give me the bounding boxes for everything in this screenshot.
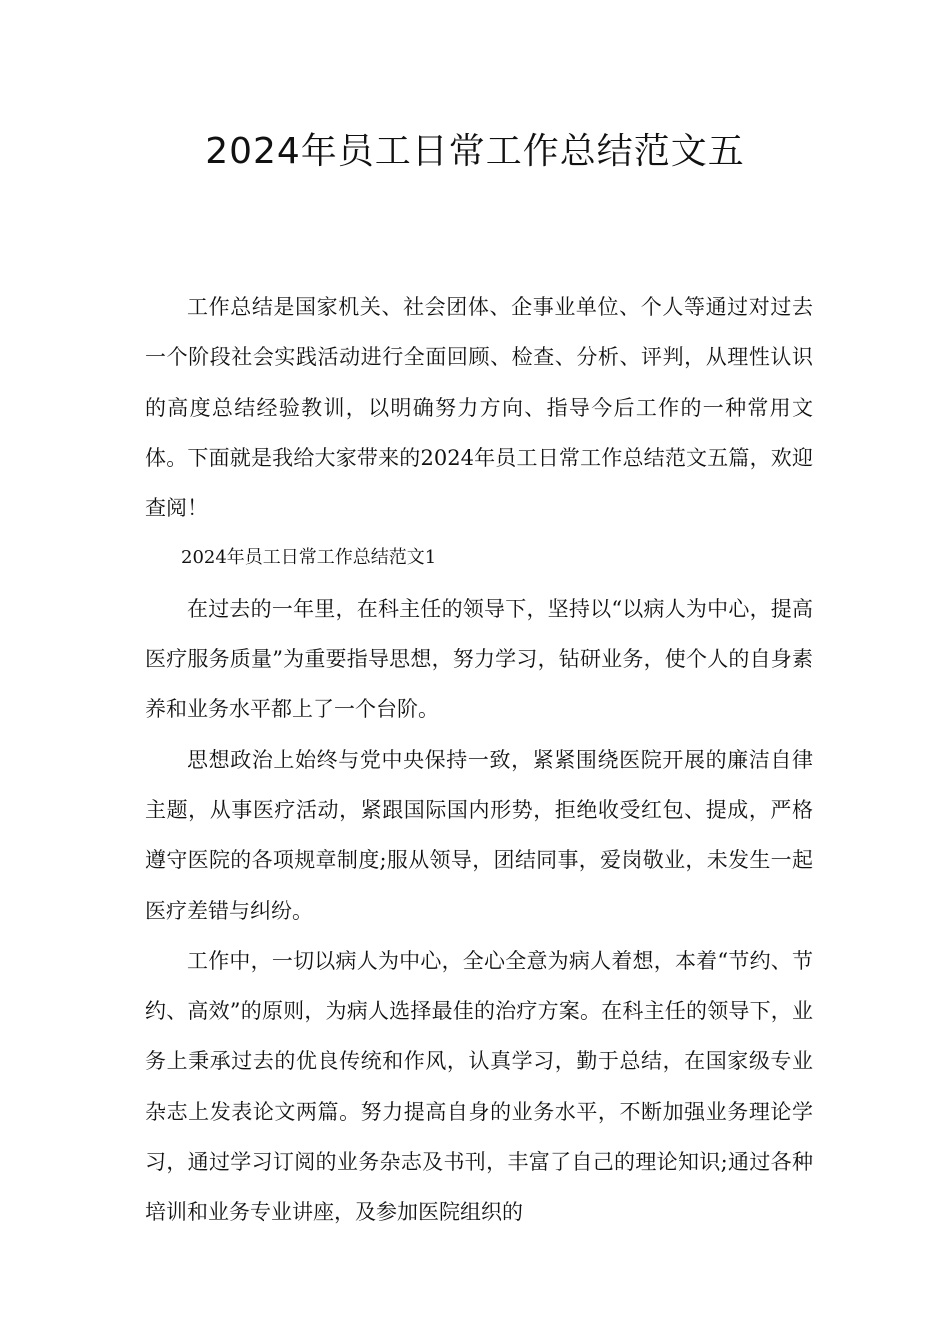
document-title: 2024年员工日常工作总结范文五 <box>205 131 745 172</box>
intro-paragraph: 工作总结是国家机关、社会团体、企事业单位、个人等通过对过去一个阶段社会实践活动进行全面回顾、检查、分析、评判，从理性认识的高度总结经验教训，以明确努力方向、指导今后工作的一种常用文体。下面就是我给大家带来的2024年员工日常工作总结范文五篇，欢迎查阅！ <box>145 295 813 521</box>
body-paragraph: 工作中，一切以病人为中心，全心全意为病人着想，本着“节约、节约、高效”的原则，为病人选择最佳的治疗方案。在科主任的领导下，业务上秉承过去的优良传统和作风，认真学习，勤于总结，在国家级专业杂志上发表论文两篇。努力提高自身的业务水平，不断加强业务理论学习，通过学习订阅的业务杂志及书刊，丰富了自己的理论知识;通过各种培训和业务专业讲座，及参加医院组织的 <box>145 948 813 1225</box>
body-paragraph: 在过去的一年里，在科主任的领导下，坚持以“以病人为中心，提高医疗服务质量”为重要指导思想，努力学习，钻研业务，使个人的自身素养和业务水平都上了一个台阶。 <box>145 596 813 722</box>
body-paragraph: 思想政治上始终与党中央保持一致，紧紧围绕医院开展的廉洁自律主题，从事医疗活动，紧跟国际国内形势，拒绝收受红包、提成，严格遵守医院的各项规章制度;服从领导，团结同事，爱岗敬业，未发生一起医疗差错与纠纷。 <box>145 747 813 923</box>
section-heading: 2024年员工日常工作总结范文1 <box>181 547 437 569</box>
document-body <box>145 282 813 1238</box>
